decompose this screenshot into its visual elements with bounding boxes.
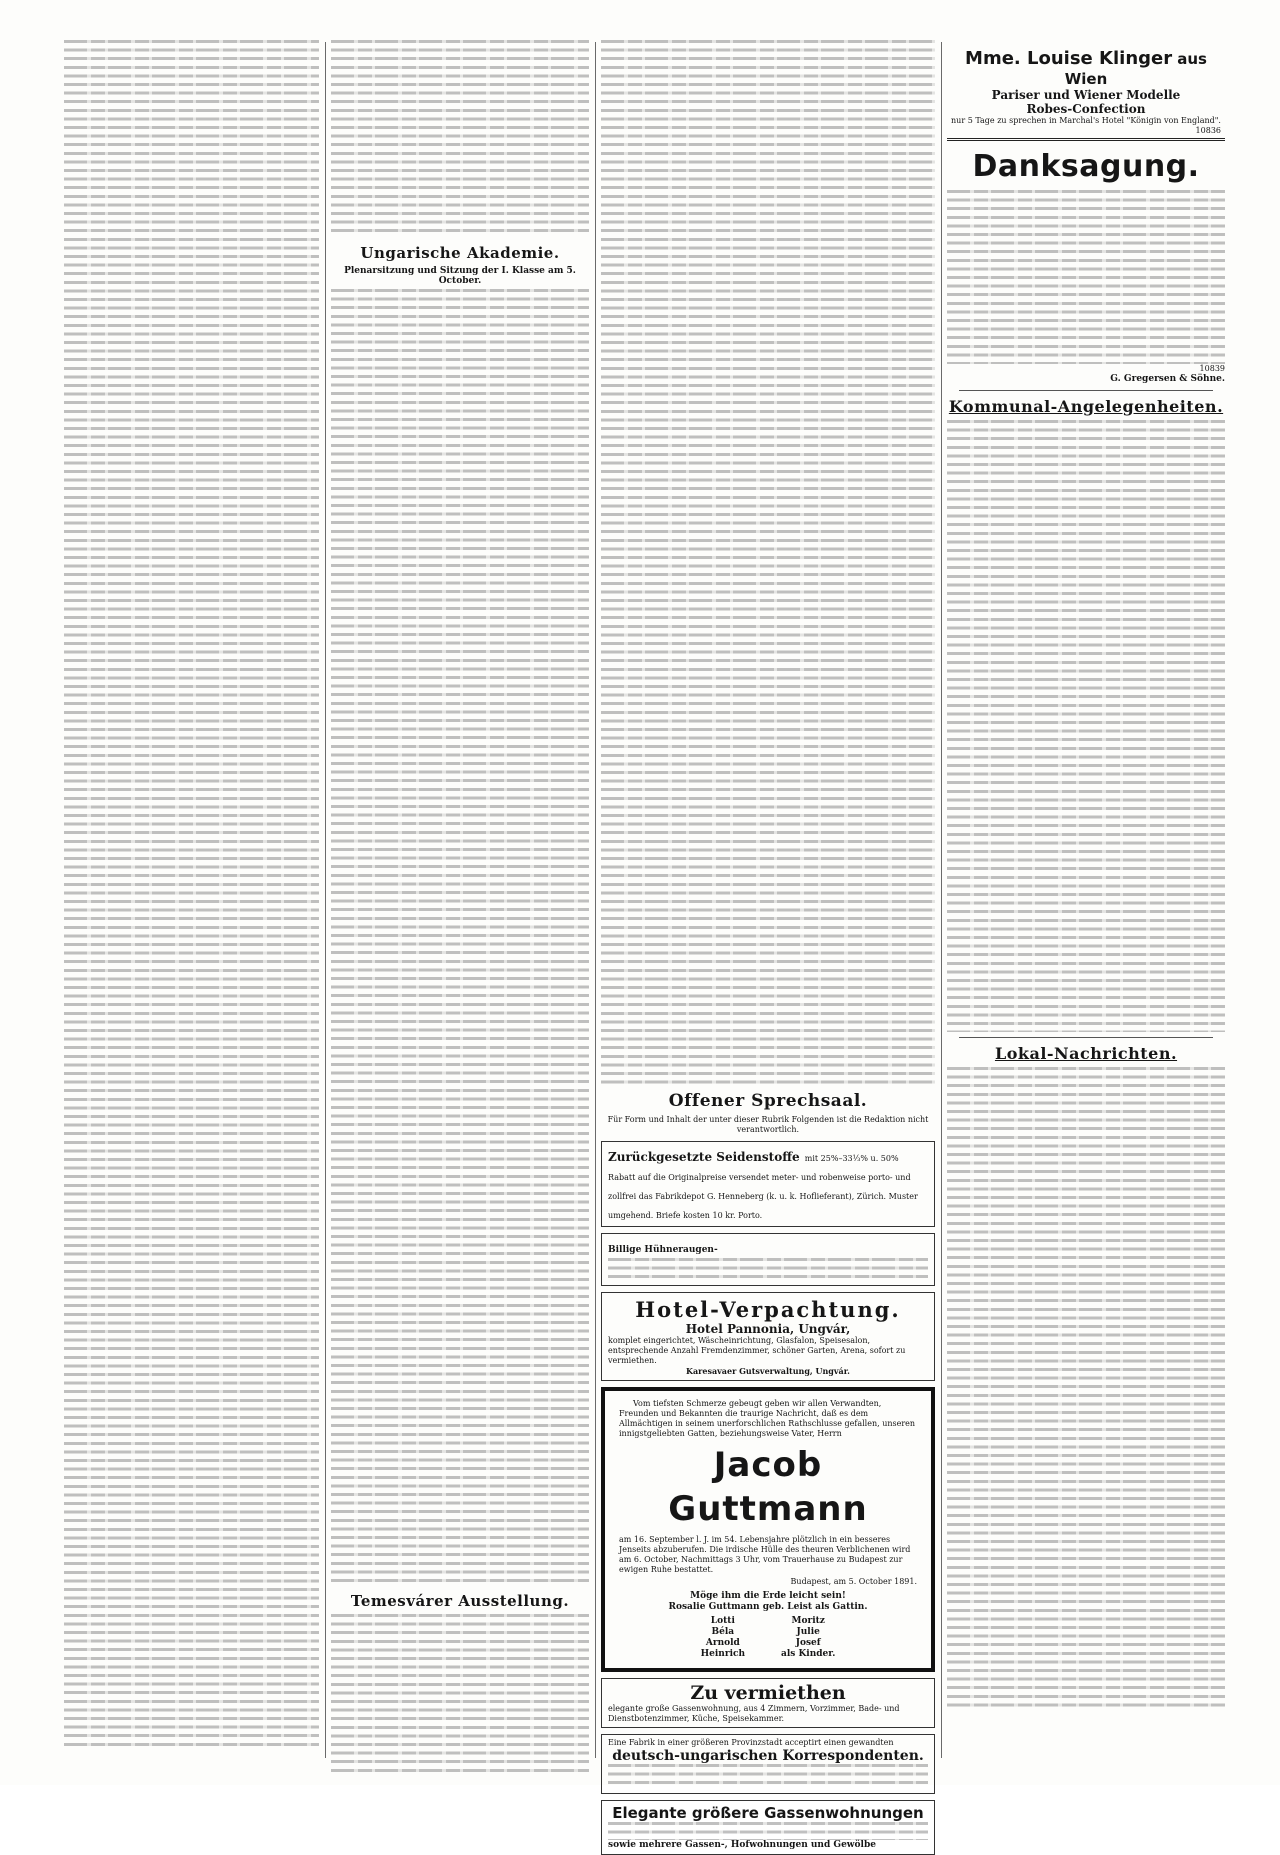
obit-child: Béla	[711, 1627, 735, 1637]
danksagung-number: 10839	[1199, 364, 1225, 373]
article-text	[601, 40, 935, 1085]
heading-lokal: Lokal-Nachrichten.	[994, 1044, 1178, 1063]
ad-text	[608, 1258, 928, 1282]
column-rule	[325, 42, 326, 1758]
ad-klinger	[947, 46, 1225, 141]
sprechsaal-note: Für Form und Inhalt der unter dieser Rubrik Folgenden ist die Redaktion nicht verantwortlich.	[607, 1115, 929, 1134]
heading-offener-sprechsaal: Offener Sprechsaal.	[668, 1091, 868, 1111]
ad-gassenwohnungen	[601, 1800, 935, 1855]
column-3	[601, 40, 935, 1850]
danksagung-title: Danksagung.	[972, 149, 1200, 184]
obit-blessing: Möge ihm die Erde leicht sein!	[690, 1591, 846, 1601]
heading-ungarische-akademie: Ungarische Akademie.	[360, 244, 560, 262]
obit-children	[619, 1616, 917, 1660]
danksagung-text	[947, 190, 1225, 364]
ad-seidenstoffe-text: mit 25%–33⅓% u. 50% Rabatt auf die Originalpreise versendet meter- und robenweise porto- und zollfrei das Fabrikdepot G. Henneberg (k. u. k. Hoflieferant), Zürich. Muster umgehend. Briefe kosten 10 kr. Porto.	[608, 1154, 918, 1220]
column-rule	[595, 42, 596, 1758]
obit-intro: Vom tiefsten Schmerze gebeugt geben wir allen Verwandten, Freunden und Bekannten die traurige Nachricht, daß es dem Allmächtigen in seinem unerforschlichen Rathschlusse gefallen, unseren innigstgeliebten Gatten, beziehungsweise Vater, Herrn	[619, 1399, 916, 1438]
obituary	[601, 1387, 935, 1672]
danksagung-signature: G. Gregersen & Söhne.	[1110, 374, 1225, 384]
ad-klinger-headline	[951, 48, 1221, 88]
ad-zu-vermiethen	[601, 1678, 935, 1728]
separator	[959, 1037, 1213, 1038]
ad-huhneraugen	[601, 1233, 935, 1286]
ad-text	[608, 1764, 928, 1790]
ad-gassenwohnungen-text: sowie mehrere Gassen-, Hofwohnungen und Gewölbe	[608, 1840, 876, 1850]
article-text	[331, 40, 589, 238]
article-text	[947, 420, 1225, 1032]
ad-klinger-line3: Robes-Confection	[1026, 102, 1146, 116]
ad-text	[608, 1822, 928, 1840]
separator	[959, 390, 1213, 391]
ad-hotel-text: komplet eingerichtet, Wäscheinrichtung, Glasfalon, Speisesalon, entsprechende Anzahl Fremdenzimmer, schöner Garten, Arena, sofort zu vermiethen.	[608, 1336, 906, 1365]
ad-hotel-signature: Karesavaer Gutsverwaltung, Ungvár.	[686, 1366, 850, 1376]
obit-child: Josef	[795, 1638, 821, 1648]
ad-hotel-name: Hotel Pannonia, Ungvár,	[685, 1322, 851, 1336]
column-2	[331, 40, 589, 1760]
ad-klinger-city: aus Wien	[1064, 50, 1207, 88]
obit-child: Julie	[796, 1627, 820, 1637]
column-rule	[941, 42, 942, 1758]
ad-gassenwohnungen-title: Elegante größere Gassenwohnungen	[612, 1804, 924, 1822]
article-text	[64, 40, 319, 1750]
obit-name: Jacob Guttmann	[668, 1445, 868, 1529]
obit-child: Lotti	[710, 1616, 735, 1626]
subheading-plenarsitzung: Plenarsitzung und Sitzung der I. Klasse am 5. October.	[344, 266, 576, 286]
obit-child: Arnold	[705, 1638, 740, 1648]
obit-children-left	[701, 1616, 745, 1660]
ad-korrespondenten	[601, 1734, 935, 1794]
ad-korrespondenten-lead: Eine Fabrik in einer größeren Provinzstadt acceptirt einen gewandten	[608, 1738, 894, 1747]
heading-kommunal: Kommunal-Angelegenheiten.	[948, 397, 1224, 416]
ad-klinger-line4: nur 5 Tage zu sprechen in Marchal's Hotel "Königin von England".	[951, 116, 1221, 125]
article-text	[331, 289, 589, 1584]
obit-children-right	[781, 1616, 835, 1660]
ad-seidenstoffe-title: Zurückgesetzte Seidenstoffe	[608, 1150, 800, 1164]
obit-place-date: Budapest, am 5. October 1891.	[790, 1577, 917, 1586]
column-1	[64, 40, 319, 1760]
obit-widow: Rosalie Guttmann geb. Leist als Gattin.	[668, 1602, 868, 1612]
obit-children-label: als Kinder.	[781, 1649, 836, 1659]
column-4	[947, 40, 1225, 1760]
ad-hotel-title: Hotel-Verpachtung.	[635, 1297, 901, 1322]
ad-klinger-line2: Pariser und Wiener Modelle	[991, 88, 1181, 102]
obit-text: am 16. September l. J. im 54. Lebensjahre plötzlich in ein besseres Jenseits abzuberufen. Die irdische Hülle des theuren Verblichenen wird am 6. October, Nachmittags 3 Uhr, vom Trauerhause zu Budapest zur ewigen Ruhe bestattet.	[619, 1535, 911, 1574]
ad-huhneraugen-title: Billige Hühneraugen-	[608, 1245, 718, 1255]
obit-child: Moritz	[791, 1616, 825, 1626]
ad-seidenstoffe	[601, 1141, 935, 1227]
ad-zu-vermiethen-title: Zu vermiethen	[690, 1682, 846, 1704]
ad-klinger-number: 10836	[1195, 126, 1221, 135]
heading-temesvarer-ausstellung: Temesvárer Ausstellung.	[350, 1592, 570, 1610]
obit-child: Heinrich	[700, 1649, 746, 1659]
article-text	[947, 1067, 1225, 1707]
ad-hotel-verpachtung	[601, 1292, 935, 1381]
article-text	[331, 1614, 589, 1774]
ad-zu-vermiethen-text: elegante große Gassenwohnung, aus 4 Zimmern, Vorzimmer, Bade- und Dienstbotenzimmer, Küche, Speisekammer.	[608, 1704, 900, 1723]
ad-korrespondenten-title: deutsch-ungarischen Korrespondenten.	[612, 1748, 924, 1764]
ad-klinger-name: Mme. Louise Klinger	[965, 48, 1173, 69]
